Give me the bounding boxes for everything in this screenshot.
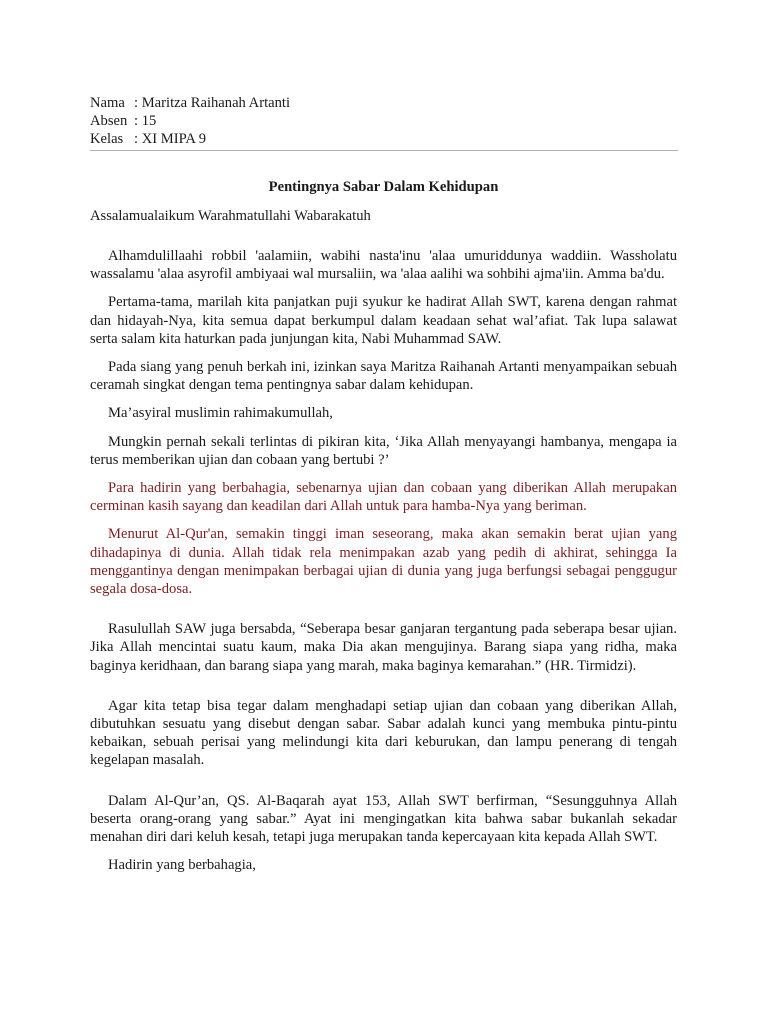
paragraph-gratitude: Pertama-tama, marilah kita panjatkan puji syukur ke hadirat Allah SWT, karena dengan rahmat dan hidayah-Nya, kita semua dapat berkumpul dalam keadaan sehat wal’afiat. Tak lupa salawat serta salam kita haturkan pada junjungan kita, Nabi Muhammad SAW. — [90, 294, 677, 347]
paragraph-highlighted-trials: Para hadirin yang berbahagia, sebenarnya ujian dan cobaan yang diberikan Allah merupakan cerminan kasih sayang dan keadilan dari Allah untuk para hamba-Nya yang beriman. — [90, 480, 677, 515]
student-name-row — [90, 94, 290, 112]
paragraph-introduction: Pada siang yang penuh berkah ini, izinkan saya Maritza Raihanah Artanti menyampaikan sebuah ceramah singkat dengan tema pentingnya sabar dalam kehidupan. — [90, 359, 677, 394]
student-info — [90, 94, 290, 149]
paragraph-question: Mungkin pernah sekali terlintas di pikiran kita, ‘Jika Allah menyayangi hambanya, mengapa ia terus memberikan ujian dan cobaan yang bertubi ?’ — [90, 433, 677, 468]
name-value: : Maritza Raihanah Artanti — [134, 95, 291, 111]
paragraph-closing-address: Hadirin yang berbahagia, — [108, 857, 256, 874]
name-label: Nama — [90, 95, 125, 111]
paragraph-patience: Agar kita tetap bisa tegar dalam menghadapi setiap ujian dan cobaan yang diberikan Allah, dibutuhkan sesuatu yang disebut dengan sabar. Sabar adalah kunci yang membuka pintu-pintu kebaikan, sebuah perisai yang melindungi kita dari keburukan, dan lampu penerang di tengah kegelapan masalah. — [90, 697, 677, 769]
student-number-row — [90, 112, 290, 130]
paragraph-address: Ma’asyiral muslimin rahimakumullah, — [108, 405, 333, 422]
document-page — [90, 94, 677, 875]
paragraph-opening-prayer: Alhamdulillaahi robbil 'aalamiin, wabihi nasta'inu 'alaa umuriddunya waddiin. Wassholatu wassalamu 'alaa asyrofil ambiyaai wal mursaliin, wa 'alaa aalihi wa sohbihi ajma'iin. Amma ba'du. — [90, 248, 677, 283]
paragraph-hadith: Rasulullah SAW juga bersabda, “Seberapa besar ganjaran tergantung pada seberapa besar ujian. Jika Allah mencintai suatu kaum, maka Dia akan mengujinya. Barang siapa yang ridha, maka baginya keridhaan, dan barang siapa yang marah, maka baginya kemarahan.” (HR. Tirmidzi). — [90, 621, 677, 674]
header-divider — [90, 150, 678, 151]
document-title: Pentingnya Sabar Dalam Kehidupan — [268, 178, 499, 195]
student-class-row — [90, 130, 290, 148]
class-value: : XI MIPA 9 — [134, 131, 207, 148]
class-label: Kelas — [90, 131, 124, 148]
opening-greeting: Assalamualaikum Warahmatullahi Wabarakatuh — [90, 207, 371, 224]
absen-value: : 15 — [134, 113, 157, 130]
paragraph-al-baqarah: Dalam Al-Qur’an, QS. Al-Baqarah ayat 153, Allah SWT berfirman, “Sesungguhnya Allah beserta orang-orang yang sabar.” Ayat ini mengingatkan kita bahwa sabar bukanlah sekadar menahan diri dari keluh kesah, tetapi juga merupakan tanda kepercayaan kita kepada Allah SWT. — [90, 792, 677, 846]
absen-label: Absen — [90, 113, 128, 130]
paragraph-highlighted-quran: Menurut Al-Qur'an, semakin tinggi iman seseorang, maka akan semakin berat ujian yang dihadapinya di dunia. Allah tidak rela menimpakan azab yang pedih di akhirat, sehingga Ia menggantinya dengan menimpakan berbagai ujian di dunia yang juga berfungsi sebagai penggugur segala dosa-dosa. — [90, 526, 677, 598]
